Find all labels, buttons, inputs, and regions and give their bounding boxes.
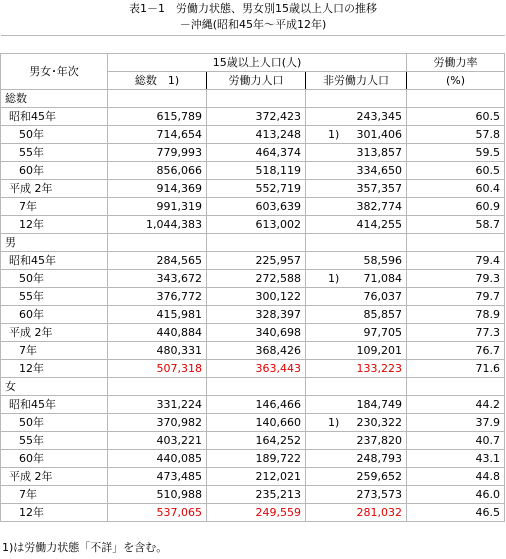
empty-cell xyxy=(108,234,207,252)
rate-cell: 44.8 xyxy=(407,468,505,486)
year-cell: 7年 xyxy=(1,198,108,216)
labor-force-cell: 300,122 xyxy=(207,288,306,306)
total-cell: 331,224 xyxy=(108,396,207,414)
total-cell: 537,065 xyxy=(108,504,207,522)
rate-cell: 57.8 xyxy=(407,126,505,144)
year-cell: 平成 2年 xyxy=(1,324,108,342)
non-labor-force-cell xyxy=(306,108,407,126)
rate-cell: 44.2 xyxy=(407,396,505,414)
table-row xyxy=(1,198,505,216)
total-cell: 507,318 xyxy=(108,360,207,378)
total-cell: 376,772 xyxy=(108,288,207,306)
table-row xyxy=(1,306,505,324)
section-label: 男 xyxy=(1,234,108,252)
table-row xyxy=(1,288,505,306)
rate-cell: 79.7 xyxy=(407,288,505,306)
non-labor-force-header: 非労働力人口 xyxy=(306,72,407,90)
year-cell: 昭和45年 xyxy=(1,252,108,270)
data-table xyxy=(0,35,505,522)
total-cell: 714,654 xyxy=(108,126,207,144)
year-cell: 50年 xyxy=(1,270,108,288)
non-labor-force-value: 230,322 xyxy=(356,416,402,429)
table-row xyxy=(1,252,505,270)
non-labor-force-cell xyxy=(306,180,407,198)
non-labor-force-cell xyxy=(306,216,407,234)
year-cell: 昭和45年 xyxy=(1,108,108,126)
labor-force-cell: 603,639 xyxy=(207,198,306,216)
table-row xyxy=(1,270,505,288)
non-labor-force-cell xyxy=(306,306,407,324)
empty-cell xyxy=(207,378,306,396)
footnote-marker: 1) xyxy=(328,416,340,429)
non-labor-force-value: 237,820 xyxy=(356,434,402,447)
year-cell: 60年 xyxy=(1,162,108,180)
non-labor-force-cell xyxy=(306,468,407,486)
labor-force-cell: 340,698 xyxy=(207,324,306,342)
table-row xyxy=(1,486,505,504)
empty-cell xyxy=(207,90,306,108)
non-labor-force-cell xyxy=(306,126,407,144)
table-row xyxy=(1,504,505,522)
year-cell: 55年 xyxy=(1,288,108,306)
labor-force-cell: 552,719 xyxy=(207,180,306,198)
non-labor-force-value: 71,084 xyxy=(363,272,402,285)
labor-force-header: 労働力人口 xyxy=(207,72,306,90)
year-cell: 7年 xyxy=(1,486,108,504)
table-row xyxy=(1,468,505,486)
empty-cell xyxy=(108,378,207,396)
rate-cell: 59.5 xyxy=(407,144,505,162)
total-cell: 510,988 xyxy=(108,486,207,504)
year-cell: 60年 xyxy=(1,450,108,468)
non-labor-force-cell xyxy=(306,342,407,360)
non-labor-force-value: 184,749 xyxy=(356,398,402,411)
labor-force-cell: 235,213 xyxy=(207,486,306,504)
table-row xyxy=(1,144,505,162)
non-labor-force-value: 259,652 xyxy=(356,470,402,483)
non-labor-force-value: 281,032 xyxy=(356,506,402,519)
non-labor-force-cell xyxy=(306,504,407,522)
rate-cell: 79.3 xyxy=(407,270,505,288)
total-cell: 403,221 xyxy=(108,432,207,450)
year-cell: 55年 xyxy=(1,144,108,162)
year-cell: 平成 2年 xyxy=(1,468,108,486)
table-row xyxy=(1,342,505,360)
non-labor-force-cell xyxy=(306,324,407,342)
labor-force-cell: 363,443 xyxy=(207,360,306,378)
rate-cell: 78.9 xyxy=(407,306,505,324)
empty-cell xyxy=(306,234,407,252)
blank-row xyxy=(1,36,505,54)
labor-force-cell: 189,722 xyxy=(207,450,306,468)
table-row xyxy=(1,162,505,180)
non-labor-force-cell xyxy=(306,450,407,468)
footnote-marker: 1) xyxy=(328,272,340,285)
table-row xyxy=(1,108,505,126)
non-labor-force-value: 58,596 xyxy=(363,254,402,267)
total-cell: 343,672 xyxy=(108,270,207,288)
empty-cell xyxy=(407,234,505,252)
empty-cell xyxy=(407,378,505,396)
labor-force-cell: 212,021 xyxy=(207,468,306,486)
non-labor-force-value: 357,357 xyxy=(356,182,402,195)
empty-cell xyxy=(407,90,505,108)
labor-force-cell: 328,397 xyxy=(207,306,306,324)
rate-cell: 77.3 xyxy=(407,324,505,342)
participation-rate-header: 労働力率 xyxy=(407,54,505,72)
section-label: 女 xyxy=(1,378,108,396)
total-cell: 914,369 xyxy=(108,180,207,198)
total-cell: 779,993 xyxy=(108,144,207,162)
total-cell: 1,044,383 xyxy=(108,216,207,234)
labor-force-cell: 272,588 xyxy=(207,270,306,288)
rate-cell: 46.5 xyxy=(407,504,505,522)
empty-cell xyxy=(306,378,407,396)
total-cell: 615,789 xyxy=(108,108,207,126)
table-row xyxy=(1,414,505,432)
sex-year-header: 男女･年次 xyxy=(1,54,108,90)
table-title: 表1－1 労働力状態、男女別15歳以上人口の推移 xyxy=(129,2,377,15)
empty-cell xyxy=(306,90,407,108)
non-labor-force-cell xyxy=(306,252,407,270)
table-row xyxy=(1,126,505,144)
year-cell: 50年 xyxy=(1,414,108,432)
labor-force-cell: 464,374 xyxy=(207,144,306,162)
rate-cell: 60.4 xyxy=(407,180,505,198)
non-labor-force-value: 301,406 xyxy=(356,128,402,141)
rate-cell: 79.4 xyxy=(407,252,505,270)
non-labor-force-value: 85,857 xyxy=(363,308,402,321)
total-cell: 856,066 xyxy=(108,162,207,180)
labor-force-cell: 613,002 xyxy=(207,216,306,234)
non-labor-force-cell xyxy=(306,486,407,504)
non-labor-force-value: 334,650 xyxy=(356,164,402,177)
labor-force-cell: 413,248 xyxy=(207,126,306,144)
section-row xyxy=(1,90,505,108)
non-labor-force-cell xyxy=(306,198,407,216)
total-cell: 473,485 xyxy=(108,468,207,486)
table-row xyxy=(1,180,505,198)
non-labor-force-value: 133,223 xyxy=(356,362,402,375)
section-label: 総数 xyxy=(1,90,108,108)
labor-force-cell: 372,423 xyxy=(207,108,306,126)
header-row-1 xyxy=(1,54,505,72)
empty-cell xyxy=(108,90,207,108)
rate-cell: 71.6 xyxy=(407,360,505,378)
participation-unit-header: (%) xyxy=(407,72,505,90)
total-cell: 480,331 xyxy=(108,342,207,360)
table-row xyxy=(1,432,505,450)
table-row xyxy=(1,396,505,414)
footnote-marker: 1) xyxy=(328,128,340,141)
non-labor-force-cell xyxy=(306,270,407,288)
total-cell: 440,884 xyxy=(108,324,207,342)
total-cell: 440,085 xyxy=(108,450,207,468)
empty-cell xyxy=(207,234,306,252)
non-labor-force-value: 313,857 xyxy=(356,146,402,159)
total-cell: 284,565 xyxy=(108,252,207,270)
total-cell: 415,981 xyxy=(108,306,207,324)
labor-force-cell: 368,426 xyxy=(207,342,306,360)
total-cell: 991,319 xyxy=(108,198,207,216)
year-cell: 12年 xyxy=(1,216,108,234)
rate-cell: 60.5 xyxy=(407,108,505,126)
non-labor-force-value: 76,037 xyxy=(363,290,402,303)
rate-cell: 43.1 xyxy=(407,450,505,468)
year-cell: 55年 xyxy=(1,432,108,450)
population-15plus-header: 15歳以上人口(人) xyxy=(108,54,407,72)
section-row xyxy=(1,234,505,252)
table-subtitle: －沖縄(昭和45年～平成12年) xyxy=(179,18,327,31)
non-labor-force-value: 414,255 xyxy=(356,218,402,231)
year-cell: 昭和45年 xyxy=(1,396,108,414)
total-header: 総数 1) xyxy=(108,72,207,90)
rate-cell: 58.7 xyxy=(407,216,505,234)
non-labor-force-value: 273,573 xyxy=(356,488,402,501)
non-labor-force-cell xyxy=(306,432,407,450)
non-labor-force-cell xyxy=(306,360,407,378)
non-labor-force-cell xyxy=(306,396,407,414)
year-cell: 50年 xyxy=(1,126,108,144)
labor-force-cell: 225,957 xyxy=(207,252,306,270)
labor-force-cell: 140,660 xyxy=(207,414,306,432)
year-cell: 7年 xyxy=(1,342,108,360)
non-labor-force-value: 243,345 xyxy=(356,110,402,123)
table-row xyxy=(1,360,505,378)
rate-cell: 60.5 xyxy=(407,162,505,180)
section-row xyxy=(1,378,505,396)
year-cell: 12年 xyxy=(1,360,108,378)
rate-cell: 76.7 xyxy=(407,342,505,360)
labor-force-cell: 146,466 xyxy=(207,396,306,414)
rate-cell: 60.9 xyxy=(407,198,505,216)
total-cell: 370,982 xyxy=(108,414,207,432)
rate-cell: 40.7 xyxy=(407,432,505,450)
non-labor-force-value: 109,201 xyxy=(356,344,402,357)
non-labor-force-value: 97,705 xyxy=(363,326,402,339)
labor-force-cell: 249,559 xyxy=(207,504,306,522)
table-row xyxy=(1,216,505,234)
rate-cell: 46.0 xyxy=(407,486,505,504)
non-labor-force-value: 382,774 xyxy=(356,200,402,213)
footnote: 1)は労働力状態「不詳」を含む。 xyxy=(2,541,168,554)
non-labor-force-cell xyxy=(306,162,407,180)
year-cell: 60年 xyxy=(1,306,108,324)
year-cell: 12年 xyxy=(1,504,108,522)
non-labor-force-value: 248,793 xyxy=(356,452,402,465)
non-labor-force-cell xyxy=(306,288,407,306)
non-labor-force-cell xyxy=(306,144,407,162)
table-row xyxy=(1,450,505,468)
labor-force-cell: 518,119 xyxy=(207,162,306,180)
labor-force-cell: 164,252 xyxy=(207,432,306,450)
year-cell: 平成 2年 xyxy=(1,180,108,198)
non-labor-force-cell xyxy=(306,414,407,432)
table-row xyxy=(1,324,505,342)
rate-cell: 37.9 xyxy=(407,414,505,432)
